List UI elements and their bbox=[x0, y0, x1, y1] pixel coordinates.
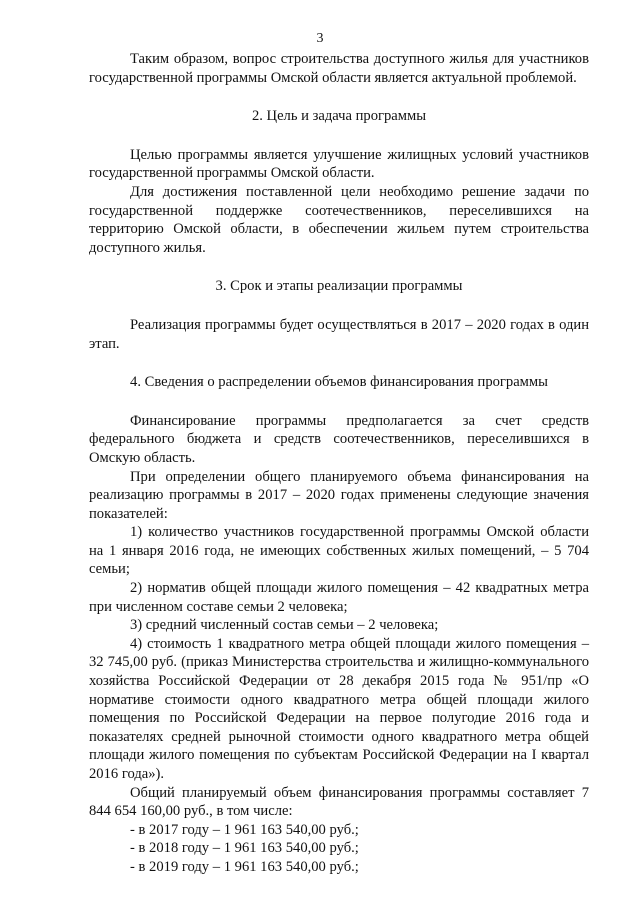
paragraph-total-financing: Общий планируемый объем финансирования программы составляет 7 844 654 160,00 руб., в том числе: bbox=[89, 784, 589, 820]
list-item-participants: 1) количество участников государственной программы Омской области на 1 января 2016 года, не имеющих собственных жилых помещений, – 5 704 семьи; bbox=[89, 524, 589, 578]
list-item-family-size: 3) средний численный состав семьи – 2 человека; bbox=[130, 617, 439, 634]
document-body bbox=[89, 50, 589, 877]
list-item-area-norm: 2) норматив общей площади жилого помещения – 42 квадратных метра при численном составе семьи 2 человека; bbox=[89, 580, 589, 615]
page-number: 3 bbox=[316, 31, 324, 46]
list-item-year-2017: - в 2017 году – 1 961 163 540,00 руб.; bbox=[130, 821, 359, 838]
paragraph-financing-sources: Финансирование программы предполагается за счет средств федерального бюджета и средств соотечественников, переселившихся в Омскую область. bbox=[89, 412, 589, 466]
list-item-year-2018: - в 2018 году – 1 961 163 540,00 руб.; bbox=[130, 840, 359, 857]
paragraph-financing-method: При определении общего планируемого объема финансирования на реализацию программы в 2017 – 2020 годах применены следующие значения показателей: bbox=[89, 468, 589, 522]
paragraph-conclusion: Таким образом, вопрос строительства доступного жилья для участников государственной программы Омской области является актуальной проблемой. bbox=[89, 51, 589, 86]
list-item-year-2019: - в 2019 году – 1 961 163 540,00 руб.; bbox=[130, 858, 359, 875]
list-item-cost-per-meter: 4) стоимость 1 квадратного метра общей площади жилого помещения – 32 745,00 руб. (приказ Министерства строительства и жилищно-коммунального хозяйства Российской Федерации от 28 декабря 2015 года № 951/пр «О нормативе стоимости одного квадратного метра общей площади жилого помещения по Российской Федерации на первое полугодие 2016 года и показателях средней рыночной стоимости одного квадратного метра общей площади жилого помещения по субъектам Российской Федерации на I квартал 2016 года»). bbox=[89, 635, 589, 782]
paragraph-goal: Целью программы является улучшение жилищных условий участников государственной программы Омской области. bbox=[89, 146, 589, 182]
section-heading-financing: 4. Сведения о распределении объемов финансирования программы bbox=[130, 374, 548, 391]
section-heading-goal: 2. Цель и задача программы bbox=[251, 108, 427, 125]
paragraph-task: Для достижения поставленной цели необходимо решение задачи по государственной поддержке соотечественников, переселившихся на территорию Омской области, в обеспечении жильем путем строительства доступного жилья. bbox=[89, 183, 589, 256]
paragraph-terms: Реализация программы будет осуществляться в 2017 – 2020 годах в один этап. bbox=[89, 316, 589, 352]
section-heading-terms: 3. Срок и этапы реализации программы bbox=[215, 278, 463, 295]
